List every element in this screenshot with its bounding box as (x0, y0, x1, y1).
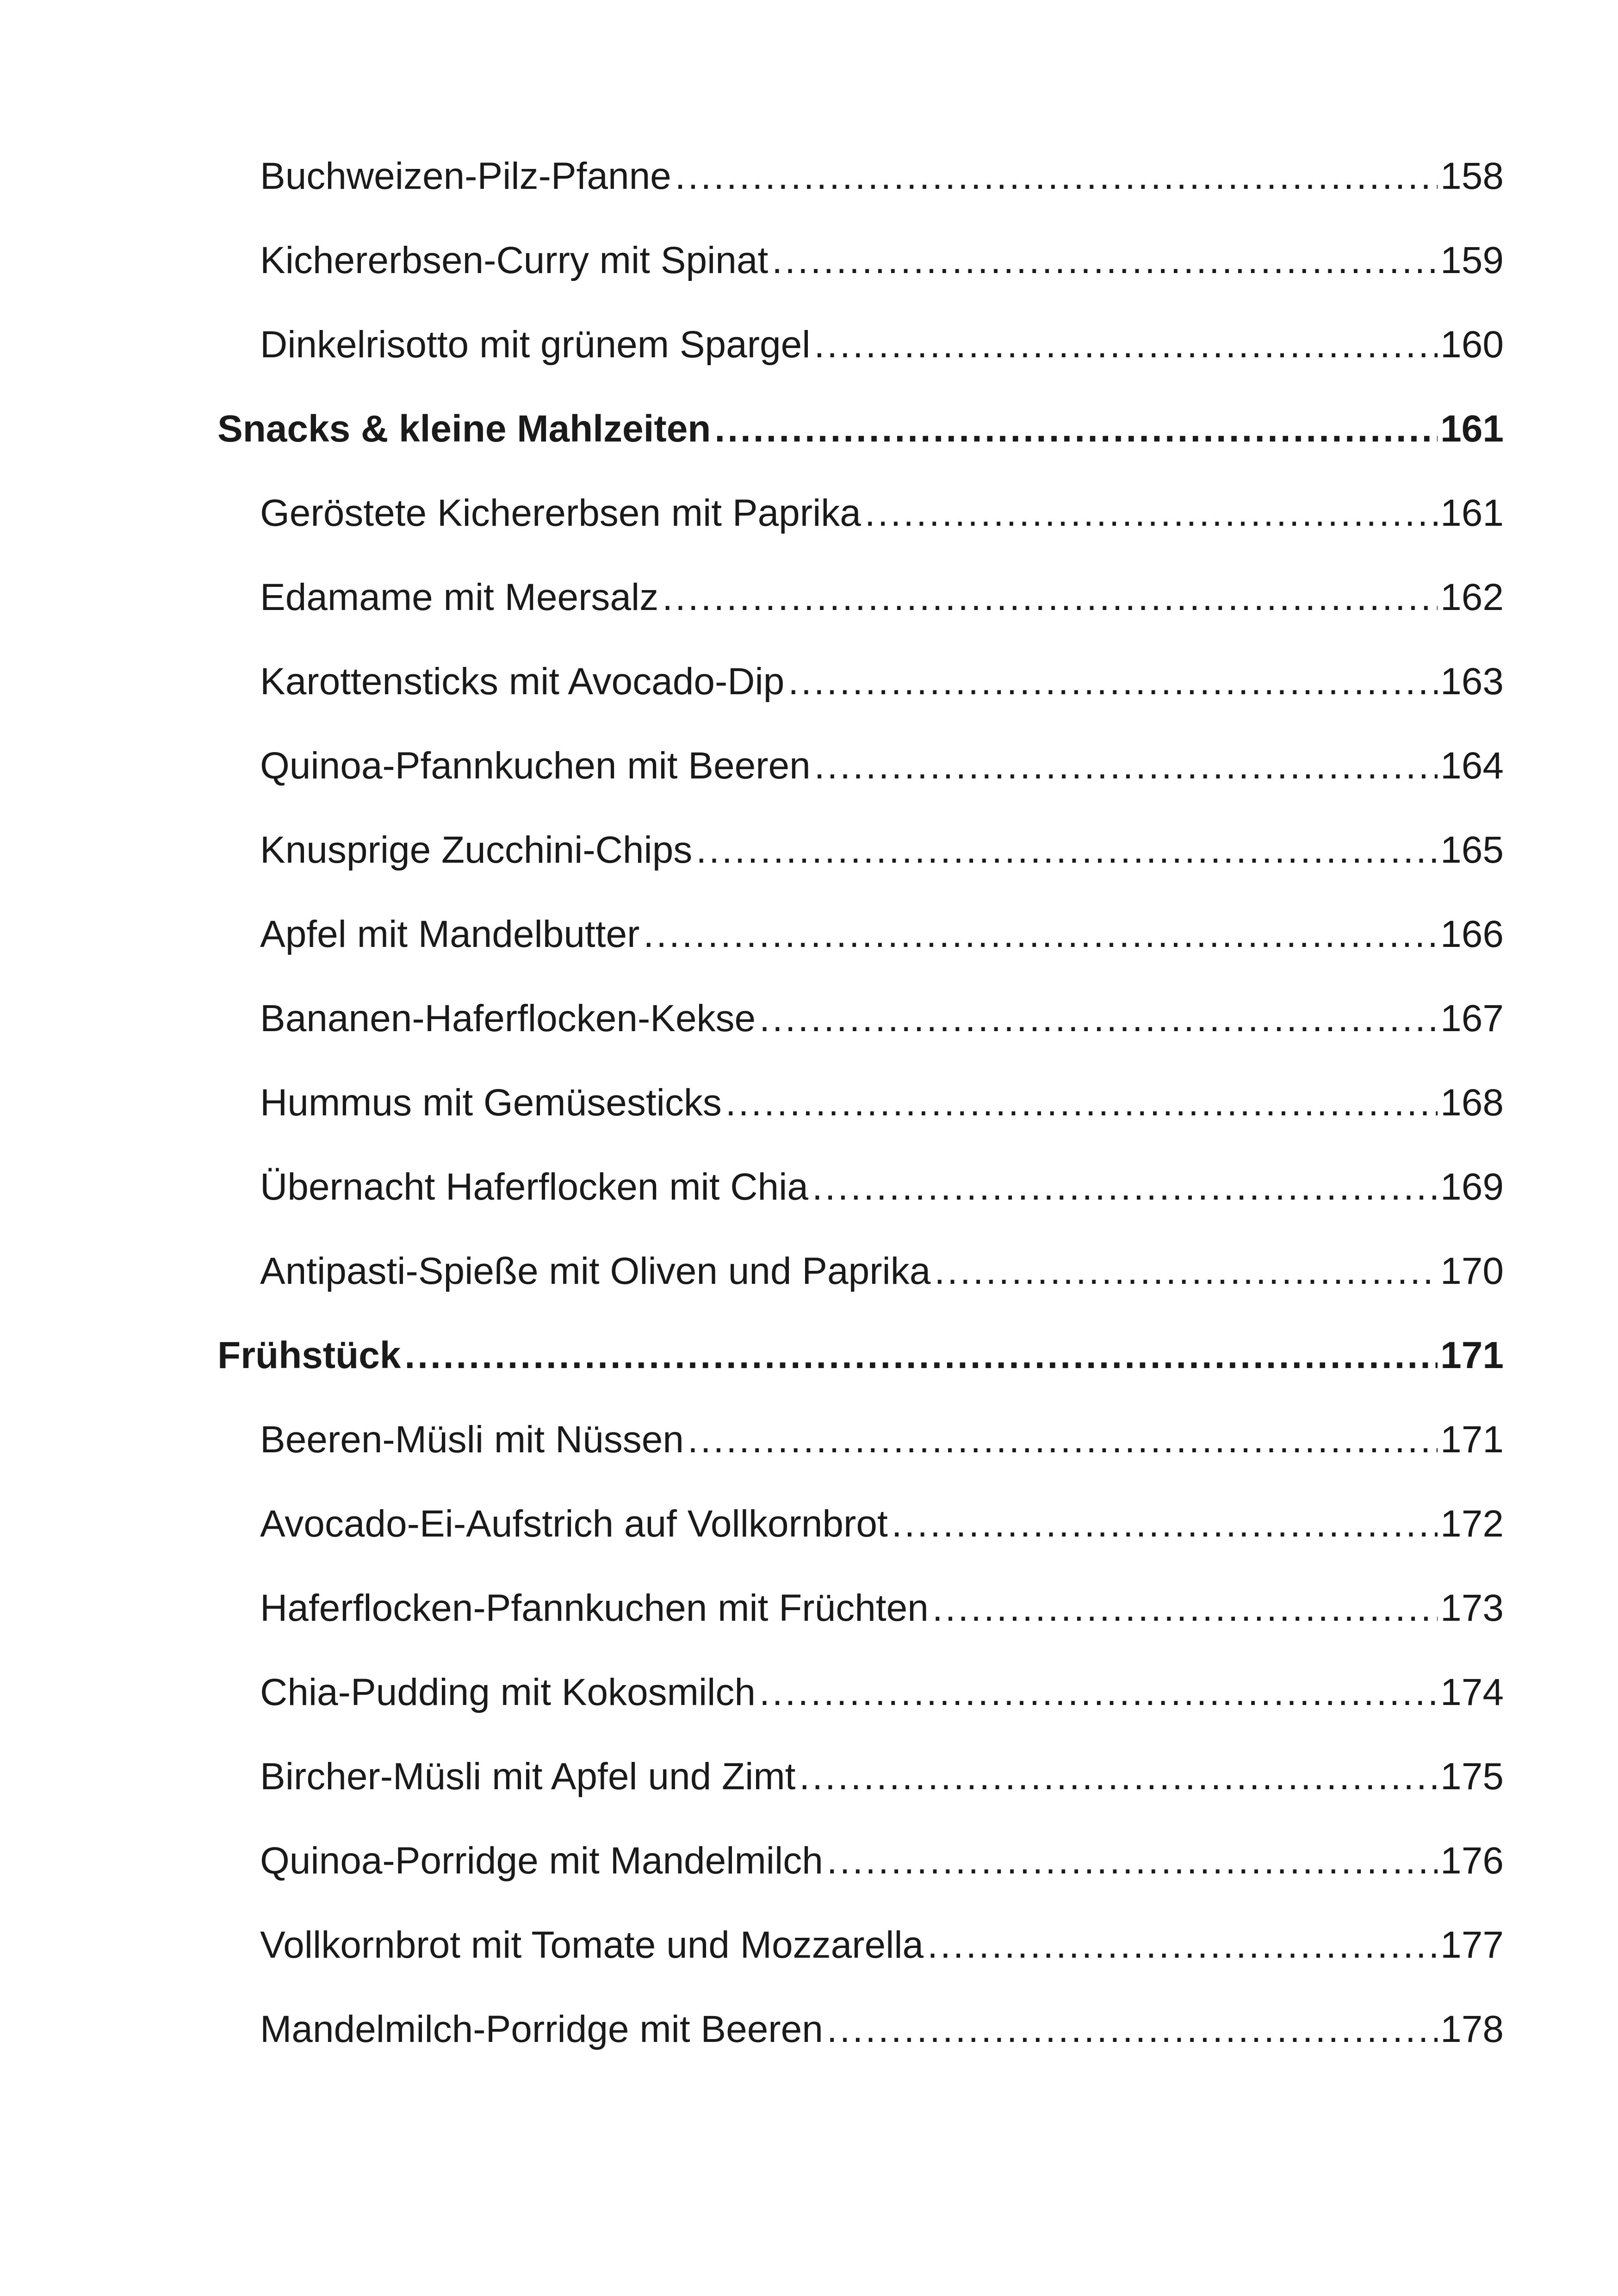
dot-leader (892, 1505, 1438, 1543)
toc-page-number: 175 (1440, 1755, 1504, 1798)
toc-entry[interactable] (217, 747, 1504, 831)
toc-entry[interactable] (217, 1755, 1504, 1842)
toc-page-number: 173 (1440, 1587, 1504, 1629)
toc-page-number: 168 (1440, 1082, 1504, 1124)
toc-entry-title: Karottensticks mit Avocado-Dip (260, 660, 785, 703)
toc-entry[interactable] (217, 1084, 1504, 1168)
dot-leader (696, 831, 1438, 869)
toc-page-number: 177 (1440, 1924, 1504, 1966)
toc-page-number: 164 (1440, 745, 1504, 787)
toc-page-number: 171 (1440, 1334, 1504, 1376)
table-of-contents (217, 157, 1504, 2095)
toc-page-number: 161 (1440, 408, 1504, 450)
dot-leader (759, 1000, 1438, 1038)
toc-entry-title: Mandelmilch-Porridge mit Beeren (260, 2008, 823, 2050)
toc-entry-title: Edamame mit Meersalz (260, 576, 659, 618)
toc-entry[interactable] (217, 326, 1504, 410)
toc-entry[interactable] (217, 157, 1504, 242)
dot-leader (404, 1337, 1438, 1375)
toc-page-number: 174 (1440, 1671, 1504, 1713)
toc-entry-title: Apfel mit Mandelbutter (260, 913, 640, 955)
toc-page-number: 172 (1440, 1503, 1504, 1545)
toc-entry[interactable] (217, 1842, 1504, 1926)
toc-page-number: 178 (1440, 2008, 1504, 2050)
toc-entry-title: Chia-Pudding mit Kokosmilch (260, 1671, 756, 1713)
toc-section-heading[interactable] (217, 1334, 1504, 1421)
toc-entry[interactable] (217, 831, 1504, 915)
toc-entry[interactable] (217, 1926, 1504, 2010)
toc-entry-title: Hummus mit Gemüsesticks (260, 1082, 722, 1124)
toc-entry[interactable] (217, 576, 1504, 663)
toc-entry-title: Dinkelrisotto mit grünem Spargel (260, 324, 811, 366)
toc-page-number: 161 (1440, 492, 1504, 534)
toc-entry[interactable] (217, 997, 1504, 1084)
toc-page-number: 176 (1440, 1840, 1504, 1882)
toc-entry[interactable] (217, 1671, 1504, 1758)
toc-entry-title: Frühstück (217, 1334, 401, 1376)
toc-entry[interactable] (217, 1589, 1504, 1674)
toc-section-heading[interactable] (217, 410, 1504, 494)
toc-page-number: 163 (1440, 660, 1504, 703)
dot-leader (714, 410, 1438, 448)
dot-leader (688, 1421, 1438, 1459)
toc-entry[interactable] (217, 1252, 1504, 1337)
toc-page-number: 167 (1440, 997, 1504, 1039)
dot-leader (662, 579, 1438, 616)
dot-leader (759, 1674, 1438, 1711)
dot-leader (827, 2010, 1438, 2048)
toc-entry[interactable] (217, 1168, 1504, 1252)
toc-entry[interactable] (217, 494, 1504, 579)
toc-entry[interactable] (217, 2010, 1504, 2095)
toc-entry[interactable] (217, 1505, 1504, 1589)
toc-entry[interactable] (217, 1421, 1504, 1505)
dot-leader (643, 915, 1438, 953)
toc-entry-title: Geröstete Kichererbsen mit Paprika (260, 492, 861, 534)
toc-page-number: 165 (1440, 829, 1504, 871)
dot-leader (827, 1842, 1438, 1880)
dot-leader (812, 1168, 1438, 1206)
toc-entry-title: Knusprige Zucchini-Chips (260, 829, 693, 871)
toc-entry-title: Bananen-Haferflocken-Kekse (260, 997, 756, 1039)
toc-page-number: 158 (1440, 155, 1504, 197)
toc-page-number: 170 (1440, 1250, 1504, 1292)
dot-leader (927, 1926, 1438, 1964)
dot-leader (865, 494, 1438, 532)
toc-entry-title: Buchweizen-Pilz-Pfanne (260, 155, 671, 197)
dot-leader (675, 157, 1438, 195)
toc-entry-title: Antipasti-Spieße mit Oliven und Paprika (260, 1250, 931, 1292)
toc-page-number: 159 (1440, 239, 1504, 281)
toc-entry-title: Haferflocken-Pfannkuchen mit Früchten (260, 1587, 929, 1629)
toc-entry-title: Übernacht Haferflocken mit Chia (260, 1166, 808, 1208)
toc-page-number: 166 (1440, 913, 1504, 955)
toc-entry-title: Avocado-Ei-Aufstrich auf Vollkornbrot (260, 1503, 888, 1545)
toc-entry-title: Vollkornbrot mit Tomate und Mozzarella (260, 1924, 924, 1966)
dot-leader (934, 1252, 1438, 1290)
toc-entry-title: Kichererbsen-Curry mit Spinat (260, 239, 769, 281)
dot-leader (799, 1758, 1438, 1796)
toc-entry[interactable] (217, 239, 1504, 326)
dot-leader (725, 1084, 1438, 1122)
dot-leader (932, 1589, 1438, 1627)
toc-page-number: 160 (1440, 324, 1504, 366)
toc-entry-title: Quinoa-Porridge mit Mandelmilch (260, 1840, 823, 1882)
toc-entry-title: Quinoa-Pfannkuchen mit Beeren (260, 745, 811, 787)
toc-page-number: 169 (1440, 1166, 1504, 1208)
dot-leader (772, 242, 1438, 280)
toc-entry[interactable] (217, 915, 1504, 1000)
dot-leader (788, 663, 1438, 701)
toc-page-number: 171 (1440, 1419, 1504, 1461)
dot-leader (814, 747, 1438, 785)
toc-entry-title: Snacks & kleine Mahlzeiten (217, 408, 711, 450)
toc-entry-title: Bircher-Müsli mit Apfel und Zimt (260, 1755, 796, 1798)
dot-leader (814, 326, 1438, 364)
toc-entry-title: Beeren-Müsli mit Nüssen (260, 1419, 684, 1461)
toc-entry[interactable] (217, 660, 1504, 747)
toc-page-number: 162 (1440, 576, 1504, 618)
